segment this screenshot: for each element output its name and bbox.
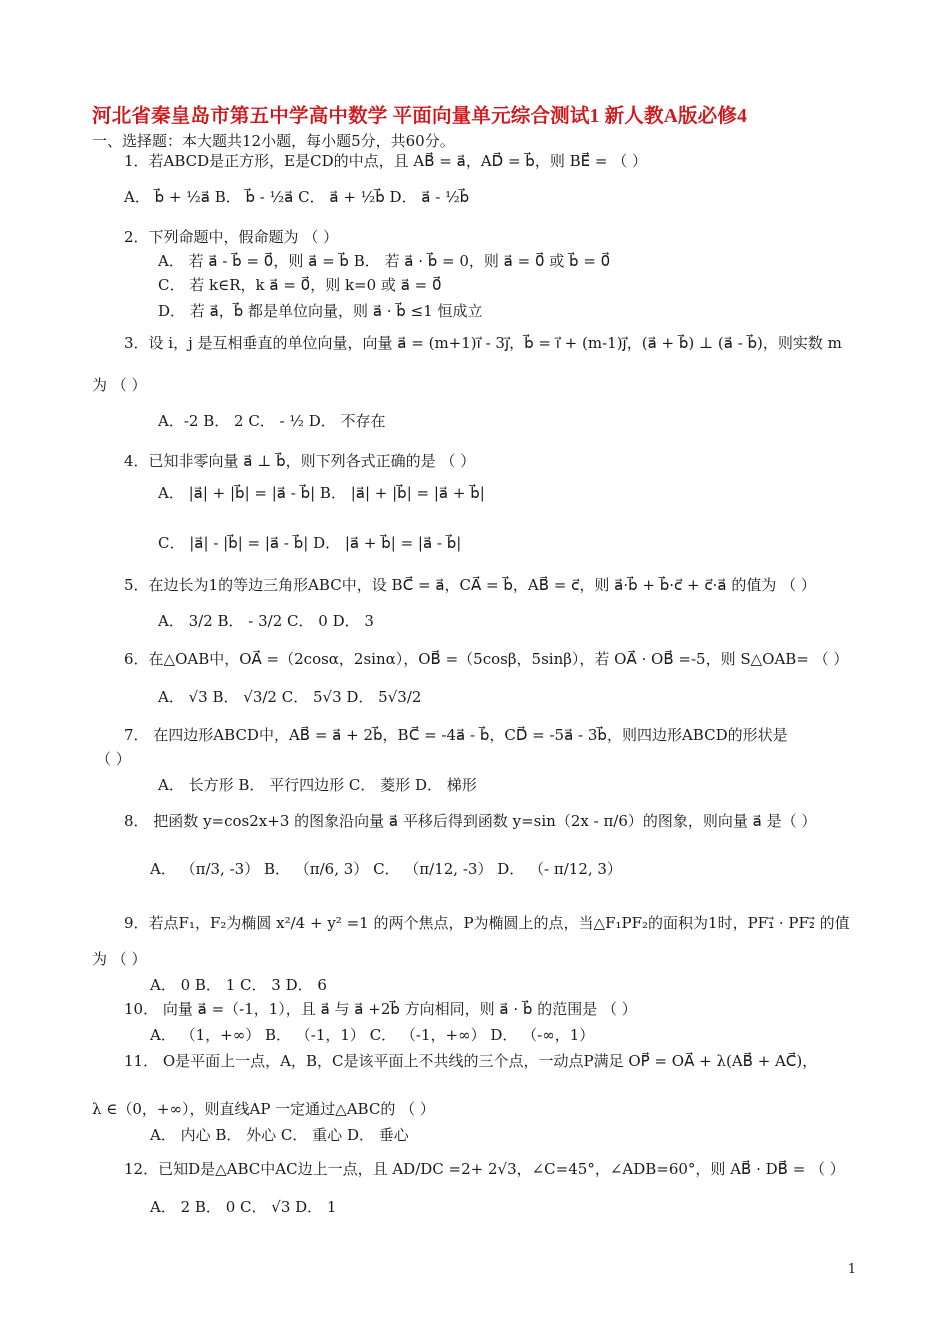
- question-4-option-ab: A． |a⃗| + |b⃗| = |a⃗ - b⃗| B． |a⃗| + |b⃗| = |a⃗ + b⃗|: [158, 484, 485, 502]
- question-2-option-d: D． 若 a⃗，b⃗ 都是单位向量，则 a⃗ · b⃗ ≤1 恒成立: [158, 302, 483, 320]
- question-8: 8． 把函数 y=cos2x+3 的图象沿向量 a⃗ 平移后得到函数 y=sin（2x - π/6）的图象，则向量 a⃗ 是（ ）: [124, 812, 817, 830]
- question-4-option-cd: C． |a⃗| - |b⃗| = |a⃗ - b⃗| D． |a⃗ + b⃗| = |a⃗ - b⃗|: [158, 534, 462, 552]
- question-3-cont: 为 （ ）: [92, 376, 147, 394]
- question-9: 9．若点F₁，F₂为椭圆 x²/4 + y² =1 的两个焦点，P为椭圆上的点，当△F₁PF₂的面积为1时，PF₁⃗ · PF₂⃗ 的值: [124, 914, 850, 932]
- question-4: 4．已知非零向量 a⃗ ⊥ b⃗，则下列各式正确的是 （ ）: [124, 452, 476, 470]
- question-5-options: A． 3/2 B． - 3/2 C． 0 D． 3: [158, 612, 374, 630]
- question-7-cont: （ ）: [96, 750, 131, 768]
- question-11-cont: λ ∈（0，+∞），则直线AP 一定通过△ABC的 （ ）: [92, 1100, 435, 1118]
- question-6-options: A． √3 B． √3/2 C． 5√3 D． 5√3/2: [158, 688, 422, 706]
- question-5: 5．在边长为1的等边三角形ABC中，设 BC⃗ = a⃗，CA⃗ = b⃗，AB⃗ = c⃗，则 a⃗·b⃗ + b⃗·c⃗ + c⃗·a⃗ 的值为 （ ）: [124, 576, 816, 594]
- question-3-options: A．-2 B． 2 C． - ½ D． 不存在: [158, 412, 386, 430]
- question-3: 3．设 i，j 是互相垂直的单位向量，向量 a⃗ = (m+1)i⃗ - 3j⃗，b⃗ = i⃗ + (m-1)j⃗，(a⃗ + b⃗) ⊥ (a⃗ - b⃗)，则实数 m: [124, 334, 842, 352]
- question-10-options: A． （1，+∞） B． （-1，1） C． （-1，+∞） D． （-∞，1）: [150, 1026, 595, 1044]
- question-9-options: A． 0 B． 1 C． 3 D． 6: [150, 976, 327, 994]
- question-6: 6．在△OAB中，OA⃗ =（2cosα，2sinα），OB⃗ =（5cosβ，5sinβ），若 OA⃗ · OB⃗ =-5，则 S△OAB= （ ）: [124, 650, 849, 668]
- question-12: 12．已知D是△ABC中AC边上一点，且 AD/DC =2+ 2√3，∠C=45°，∠ADB=60°，则 AB⃗ · DB⃗ = （ ）: [124, 1160, 845, 1178]
- document-title: 河北省秦皇岛市第五中学高中数学 平面向量单元综合测试1 新人教A版必修4: [92, 106, 748, 127]
- question-7: 7． 在四边形ABCD中，AB⃗ = a⃗ + 2b⃗，BC⃗ = -4a⃗ - b⃗，CD⃗ = -5a⃗ - 3b⃗，则四边形ABCD的形状是: [124, 726, 788, 744]
- section-heading: 一、选择题：本大题共12小题，每小题5分，共60分。: [92, 132, 455, 150]
- question-1-options: A． b⃗ + ½a⃗ B． b⃗ - ½a⃗ C． a⃗ + ½b⃗ D． a⃗ - ½b⃗: [124, 188, 470, 206]
- question-2-option-c: C． 若 k∈R，k a⃗ = 0⃗，则 k=0 或 a⃗ = 0⃗: [158, 276, 442, 294]
- question-7-options: A． 长方形 B． 平行四边形 C． 菱形 D． 梯形: [158, 776, 477, 794]
- question-1: 1．若ABCD是正方形，E是CD的中点，且 AB⃗ = a⃗，AD⃗ = b⃗，则 BE⃗ = （ ）: [124, 152, 647, 170]
- question-2: 2．下列命题中，假命题为 （ ）: [124, 228, 339, 246]
- question-10: 10． 向量 a⃗ =（-1，1），且 a⃗ 与 a⃗ +2b⃗ 方向相同，则 a⃗ · b⃗ 的范围是 （ ）: [124, 1000, 637, 1018]
- question-2-option-ab: A． 若 a⃗ - b⃗ = 0⃗，则 a⃗ = b⃗ B． 若 a⃗ · b⃗ = 0，则 a⃗ = 0⃗ 或 b⃗ = 0⃗: [158, 252, 611, 270]
- question-8-options: A． （π/3, -3） B． （π/6, 3） C． （π/12, -3） D． （- π/12, 3）: [150, 860, 622, 878]
- question-12-options: A． 2 B． 0 C． √3 D． 1: [150, 1198, 337, 1216]
- question-11: 11． O是平面上一点，A，B，C是该平面上不共线的三个点，一动点P满足 OP⃗ = OA⃗ + λ(AB⃗ + AC⃗)，: [124, 1052, 818, 1070]
- page-number: 1: [847, 1262, 856, 1277]
- question-11-options: A． 内心 B． 外心 C． 重心 D． 垂心: [150, 1126, 409, 1144]
- question-9-cont: 为 （ ）: [92, 950, 147, 968]
